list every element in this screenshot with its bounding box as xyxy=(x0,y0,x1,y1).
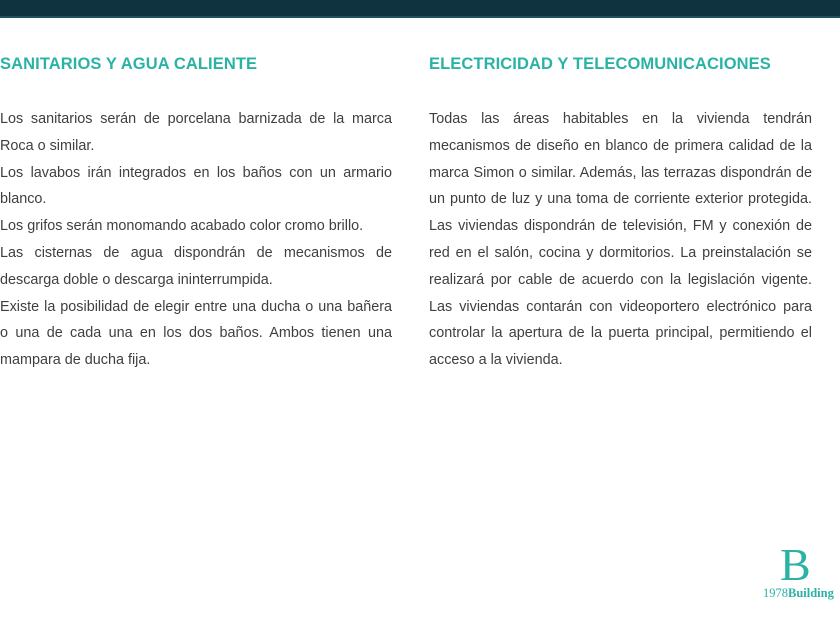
logo-b-mark: B xyxy=(780,539,811,590)
sanitary-paragraph: Los sanitarios serán de porcelana barnizada de la marca Roca o similar. xyxy=(0,111,392,154)
sanitary-paragraph: Existe la posibilidad de elegir entre una ducha o una bañera o una de cada una en los dos baños. Ambos tienen una mampara de ducha fija. xyxy=(0,298,392,369)
sanitary-body xyxy=(0,106,392,374)
electricity-body xyxy=(429,106,812,374)
electricity-heading: ELECTRICIDAD Y TELECOMUNICACIONES xyxy=(429,55,771,73)
sanitary-paragraph: Los lavabos irán integrados en los baños con un armario blanco. xyxy=(0,164,392,208)
sanitary-paragraph: Los grifos serán monomando acabado color cromo brillo. xyxy=(0,218,364,235)
sanitary-paragraph: Las cisternas de agua dispondrán de mecanismos de descarga doble o descarga ininterrumpida. xyxy=(0,244,392,288)
top-bar-divider xyxy=(0,16,840,18)
company-logo xyxy=(757,539,840,612)
electricity-paragraph: Todas las áreas habitables en la vivienda tendrán mecanismos de diseño en blanco de primera calidad de la marca Simon o similar. Además, las terrazas dispondrán de un punto de luz y una toma de corriente exterior protegida. Las viviendas dispondrán de televisión, FM y conexión de red en el salón, cocina y dormitorios. La preinstalación se realizará por cable de acuerdo con la legislación vigente. Las viviendas contarán con videoportero electrónico para controlar la apertura de la puerta principal, permitiendo el acceso a la vivienda. xyxy=(429,111,812,369)
sanitary-heading: SANITARIOS Y AGUA CALIENTE xyxy=(0,55,258,73)
logo-brand: Building xyxy=(788,586,834,600)
top-bar xyxy=(0,0,840,16)
logo-wordmark xyxy=(763,586,834,600)
sanitary-section xyxy=(0,52,392,374)
logo-number: 1978 xyxy=(763,586,788,600)
electricity-section xyxy=(429,52,812,374)
